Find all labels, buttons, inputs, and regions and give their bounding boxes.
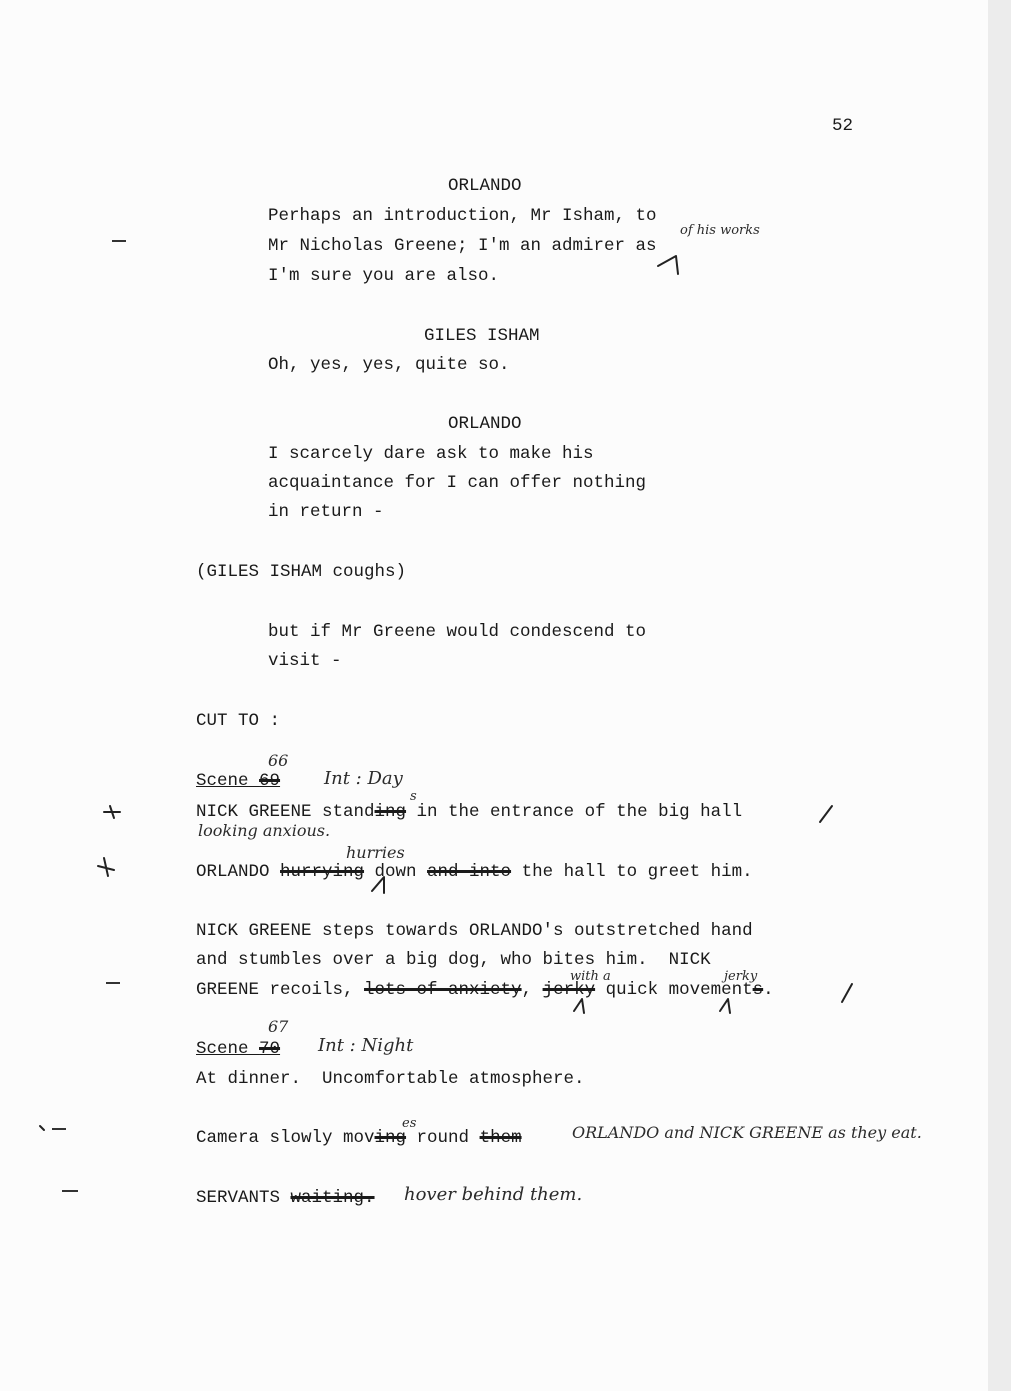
action-line: At dinner. Uncomfortable atmosphere. xyxy=(196,1069,585,1089)
dialogue-line: I'm sure you are also. xyxy=(268,266,500,286)
setting-note: Int : Night xyxy=(318,1035,414,1056)
struck-text: waiting. xyxy=(290,1188,375,1208)
action-line: Camera slowly moving round them xyxy=(196,1128,522,1148)
scene-label: Scene xyxy=(196,771,249,791)
setting-note: Int : Day xyxy=(324,768,403,789)
struck-text: jerky xyxy=(542,980,596,1000)
stage-direction: (GILES ISHAM coughs) xyxy=(196,562,407,582)
struck-scene-number: 70 xyxy=(259,1039,281,1059)
action-line: NICK GREENE standing in the entrance of the big hall xyxy=(196,802,743,822)
handwritten-note: looking anxious. xyxy=(198,821,331,840)
page-number: 52 xyxy=(832,116,854,136)
dialogue-line: Oh, yes, yes, quite so. xyxy=(268,355,510,375)
dialogue-line: in return - xyxy=(268,502,384,522)
struck-text: lots of anxiety xyxy=(364,980,522,1000)
action-line: SERVANTS waiting. xyxy=(196,1188,375,1208)
character-name: ORLANDO xyxy=(448,176,522,196)
action-line: NICK GREENE steps towards ORLANDO's outstretched hand xyxy=(196,921,753,941)
character-name: ORLANDO xyxy=(448,414,522,434)
scene-number-correction: 66 xyxy=(268,751,289,770)
dialogue-line: I scarcely dare ask to make his xyxy=(268,444,594,464)
handwritten-insert: of his works xyxy=(680,223,760,238)
character-name: GILES ISHAM xyxy=(424,326,540,346)
struck-text: hurrying xyxy=(280,862,365,882)
dialogue-line: but if Mr Greene would condescend to xyxy=(268,622,647,642)
struck-text: s xyxy=(752,980,764,1000)
margin-mark xyxy=(112,240,126,242)
struck-text: them xyxy=(479,1128,522,1148)
scene-label: Scene xyxy=(196,1039,249,1059)
handwritten-insert: with a xyxy=(570,969,611,984)
handwritten-insert: es xyxy=(402,1116,417,1131)
action-line: GREENE recoils, lots of anxiety, jerky quick movements. xyxy=(196,980,774,1000)
struck-text: ing xyxy=(374,802,407,822)
handwritten-insert: hurries xyxy=(346,843,405,862)
dialogue-line: acquaintance for I can offer nothing xyxy=(268,473,647,493)
struck-scene-number: 69 xyxy=(259,771,281,791)
action-line: ORLANDO hurrying down and into the hall to greet him. xyxy=(196,862,753,882)
page-edge xyxy=(988,0,1011,1391)
handwritten-insert: s xyxy=(410,789,417,804)
handwritten-insert: jerky xyxy=(724,969,758,984)
struck-text: and into xyxy=(427,862,512,882)
margin-mark xyxy=(106,982,120,984)
action-line: and stumbles over a big dog, who bites him. NICK xyxy=(196,950,711,970)
handwritten-note: hover behind them. xyxy=(404,1184,583,1205)
margin-mark xyxy=(52,1128,66,1130)
struck-text: ing xyxy=(374,1128,407,1148)
scene-heading xyxy=(196,771,280,791)
dialogue-line: visit - xyxy=(268,651,342,671)
scene-heading xyxy=(196,1039,280,1059)
transition: CUT TO : xyxy=(196,711,281,731)
dialogue-line: Perhaps an introduction, Mr Isham, to xyxy=(268,206,657,226)
scene-number-correction: 67 xyxy=(268,1017,289,1036)
margin-mark xyxy=(62,1190,78,1192)
handwritten-note: ORLANDO and NICK GREENE as they eat. xyxy=(572,1123,922,1142)
dialogue-line: Mr Nicholas Greene; I'm an admirer as xyxy=(268,236,657,256)
